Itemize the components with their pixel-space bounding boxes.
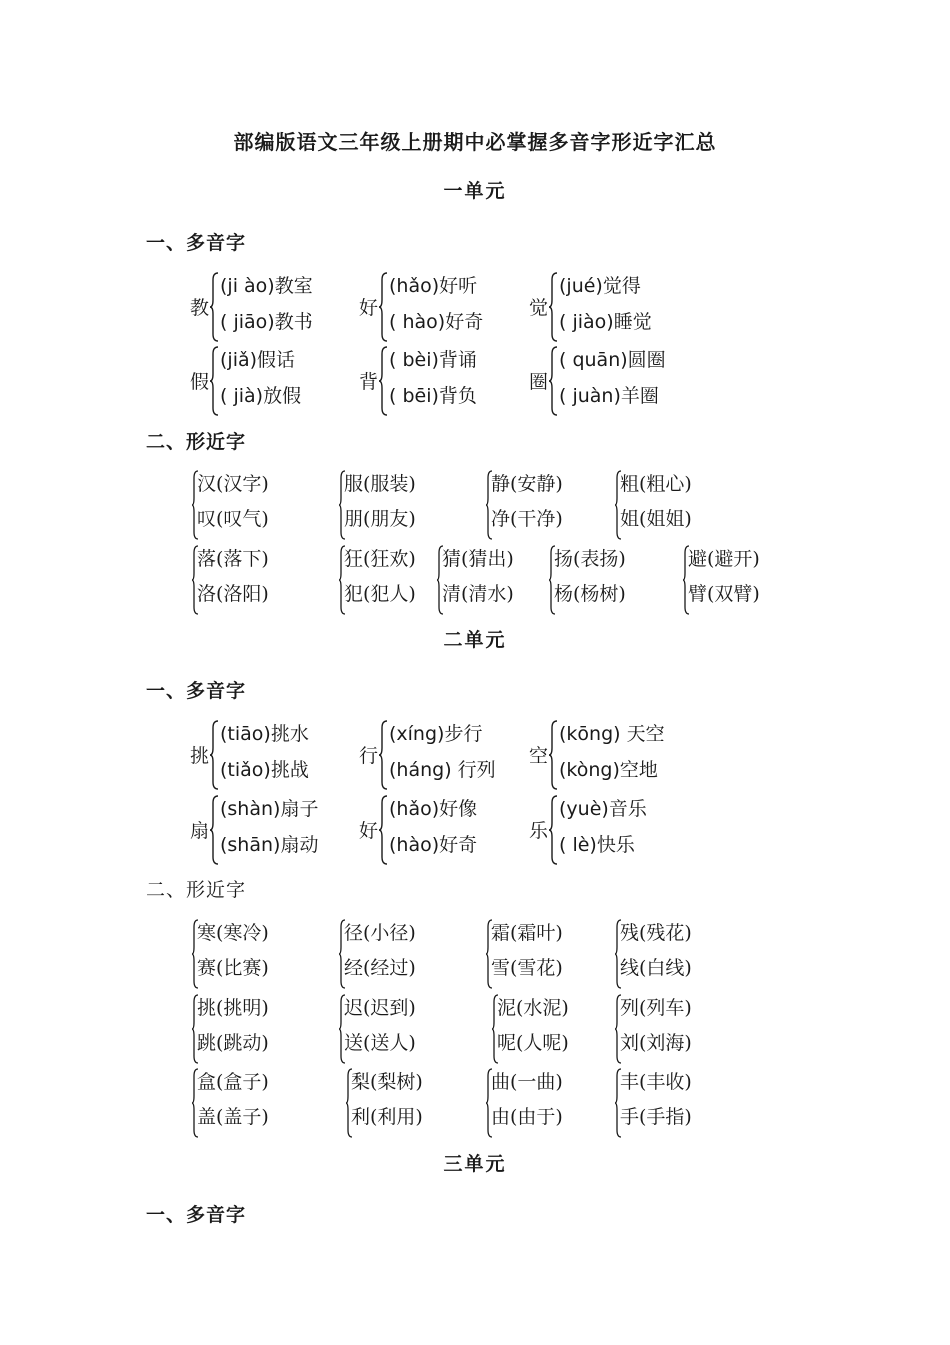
polyphone-group	[359, 795, 539, 867]
similar-char-pair	[192, 919, 332, 991]
similar-char-a: 避(避开)	[688, 548, 760, 570]
similar-char-a: 粗(粗心)	[620, 473, 692, 495]
polyphone-group	[190, 346, 370, 418]
pinyin: (hào)	[389, 834, 440, 856]
polyphone-group	[359, 272, 539, 344]
polyphone-char: 背	[359, 371, 379, 393]
similar-char-a: 径(小径)	[344, 922, 416, 944]
unit-2-similar-heading: 二、形近字	[146, 879, 247, 901]
polyphone-group	[529, 720, 709, 792]
pinyin: ( quān)	[559, 349, 628, 371]
pinyin: ( bēi)	[389, 385, 439, 407]
example-word: 假话	[257, 349, 296, 371]
similar-char-a: 盒(盒子)	[197, 1071, 269, 1093]
example-word: 睡觉	[613, 311, 652, 333]
similar-char-a: 迟(迟到)	[344, 997, 416, 1019]
example-word: 圆圈	[627, 349, 666, 371]
polyphone-group	[359, 346, 539, 418]
similar-char-b: 净(干净)	[491, 508, 563, 530]
similar-char-b: 刘(刘海)	[620, 1032, 692, 1054]
example-word: 快乐	[596, 834, 635, 856]
similar-char-a: 猜(猜出)	[442, 548, 514, 570]
similar-char-b: 赛(比赛)	[197, 957, 269, 979]
similar-char-a: 梨(梨树)	[351, 1071, 423, 1093]
similar-char-pair	[339, 919, 479, 991]
example-word: 羊圈	[620, 385, 659, 407]
pinyin: ( jiāo)	[220, 311, 275, 333]
polyphone-group	[190, 795, 370, 867]
pinyin: (hǎo)	[389, 798, 440, 820]
brace-icon	[210, 720, 219, 790]
similar-char-b: 犯(犯人)	[344, 583, 416, 605]
similar-char-a: 霜(霜叶)	[491, 922, 563, 944]
pinyin: ( jiào)	[559, 311, 614, 333]
similar-char-a: 泥(水泥)	[497, 997, 569, 1019]
similar-char-pair	[192, 470, 332, 542]
similar-char-b: 姐(姐姐)	[620, 508, 692, 530]
brace-icon	[549, 346, 558, 416]
similar-char-a: 丰(丰收)	[620, 1071, 692, 1093]
similar-char-pair	[486, 919, 626, 991]
brace-icon	[210, 346, 219, 416]
pinyin: (xíng)	[389, 723, 445, 745]
pinyin: (jiǎ)	[220, 349, 258, 371]
polyphone-char: 教	[190, 297, 210, 319]
example-word: 行列	[451, 759, 496, 781]
polyphone-char: 乐	[529, 820, 549, 842]
example-word: 扇动	[280, 834, 319, 856]
unit-3-title: 三单元	[443, 1153, 507, 1175]
similar-char-a: 曲(一曲)	[491, 1071, 563, 1093]
polyphone-group	[359, 720, 539, 792]
unit-1-title: 一单元	[443, 180, 507, 202]
pinyin: (tiāo)	[220, 723, 271, 745]
pinyin: ( juàn)	[559, 385, 621, 407]
example-word: 好听	[439, 275, 478, 297]
similar-char-pair	[192, 545, 332, 617]
example-word: 教室	[274, 275, 313, 297]
similar-char-pair	[192, 1068, 332, 1140]
unit-1-similar-heading: 二、形近字	[146, 431, 247, 453]
similar-char-pair	[615, 994, 755, 1066]
similar-char-b: 杨(杨树)	[554, 583, 626, 605]
example-word: 觉得	[602, 275, 641, 297]
pinyin: (shàn)	[220, 798, 281, 820]
brace-icon	[379, 272, 388, 342]
polyphone-char: 空	[529, 745, 549, 767]
example-word: 放假	[263, 385, 302, 407]
similar-char-a: 列(列车)	[620, 997, 692, 1019]
unit-2-title: 二单元	[443, 629, 507, 651]
similar-char-b: 线(白线)	[620, 957, 692, 979]
similar-char-pair	[339, 470, 479, 542]
polyphone-group	[190, 272, 370, 344]
similar-char-b: 呢(人呢)	[497, 1032, 569, 1054]
similar-char-a: 服(服装)	[344, 473, 416, 495]
example-word: 好像	[439, 798, 478, 820]
pinyin: ( jià)	[220, 385, 264, 407]
unit-3-polyphone-heading: 一、多音字	[146, 1204, 247, 1226]
similar-char-b: 洛(洛阳)	[197, 583, 269, 605]
similar-char-b: 臂(双臂)	[688, 583, 760, 605]
example-word: 音乐	[608, 798, 647, 820]
pinyin: ( lè)	[559, 834, 597, 856]
similar-char-pair	[486, 470, 626, 542]
similar-char-a: 扬(表扬)	[554, 548, 626, 570]
brace-icon	[379, 720, 388, 790]
pinyin: (ji ào)	[220, 275, 275, 297]
example-word: 空地	[619, 759, 658, 781]
similar-char-b: 经(经过)	[344, 957, 416, 979]
polyphone-char: 圈	[529, 371, 549, 393]
similar-char-pair	[615, 1068, 755, 1140]
brace-icon	[549, 272, 558, 342]
brace-icon	[210, 795, 219, 865]
example-word: 好奇	[445, 311, 484, 333]
similar-char-a: 挑(挑明)	[197, 997, 269, 1019]
similar-char-b: 清(清水)	[442, 583, 514, 605]
pinyin: (kōng)	[559, 723, 621, 745]
polyphone-char: 假	[190, 371, 210, 393]
similar-char-b: 叹(叹气)	[197, 508, 269, 530]
pinyin: ( bèi)	[389, 349, 439, 371]
brace-icon	[379, 346, 388, 416]
example-word: 教书	[274, 311, 313, 333]
polyphone-char: 行	[359, 745, 379, 767]
similar-char-pair	[486, 1068, 626, 1140]
example-word: 步行	[444, 723, 483, 745]
unit-2-polyphone-heading: 一、多音字	[146, 680, 247, 702]
example-word: 背负	[438, 385, 477, 407]
polyphone-char: 挑	[190, 745, 210, 767]
brace-icon	[549, 795, 558, 865]
brace-icon	[210, 272, 219, 342]
similar-char-b: 朋(朋友)	[344, 508, 416, 530]
pinyin: (háng)	[389, 759, 452, 781]
similar-char-b: 手(手指)	[620, 1106, 692, 1128]
example-word: 扇子	[280, 798, 319, 820]
polyphone-group	[529, 795, 709, 867]
polyphone-char: 好	[359, 297, 379, 319]
similar-char-b: 送(送人)	[344, 1032, 416, 1054]
polyphone-group	[529, 272, 709, 344]
similar-char-a: 静(安静)	[491, 473, 563, 495]
pinyin: (jué)	[559, 275, 603, 297]
example-word: 挑水	[270, 723, 309, 745]
similar-char-pair	[683, 545, 823, 617]
similar-char-pair	[492, 994, 632, 1066]
similar-char-b: 利(利用)	[351, 1106, 423, 1128]
pinyin: ( hào)	[389, 311, 446, 333]
similar-char-b: 盖(盖子)	[197, 1106, 269, 1128]
polyphone-char: 扇	[190, 820, 210, 842]
similar-char-a: 残(残花)	[620, 922, 692, 944]
similar-char-a: 落(落下)	[197, 548, 269, 570]
brace-icon	[549, 720, 558, 790]
unit-1-polyphone-heading: 一、多音字	[146, 232, 247, 254]
example-word: 天空	[620, 723, 665, 745]
similar-char-pair	[549, 545, 689, 617]
pinyin: (kòng)	[559, 759, 620, 781]
pinyin: (shān)	[220, 834, 281, 856]
similar-char-a: 狂(狂欢)	[344, 548, 416, 570]
polyphone-char: 好	[359, 820, 379, 842]
polyphone-group	[190, 720, 370, 792]
similar-char-pair	[192, 994, 332, 1066]
brace-icon	[379, 795, 388, 865]
similar-char-pair	[346, 1068, 486, 1140]
example-word: 好奇	[439, 834, 478, 856]
similar-char-a: 汉(汉字)	[197, 473, 269, 495]
pinyin: (hǎo)	[389, 275, 440, 297]
example-word: 挑战	[270, 759, 309, 781]
similar-char-b: 雪(雪花)	[491, 957, 563, 979]
similar-char-a: 寒(寒冷)	[197, 922, 269, 944]
similar-char-b: 跳(跳动)	[197, 1032, 269, 1054]
similar-char-b: 由(由于)	[491, 1106, 563, 1128]
example-word: 背诵	[438, 349, 477, 371]
polyphone-char: 觉	[529, 297, 549, 319]
similar-char-pair	[615, 919, 755, 991]
similar-char-pair	[615, 470, 755, 542]
page-title: 部编版语文三年级上册期中必掌握多音字形近字汇总	[233, 130, 717, 154]
similar-char-pair	[339, 994, 479, 1066]
pinyin: (tiǎo)	[220, 759, 271, 781]
polyphone-group	[529, 346, 709, 418]
pinyin: (yuè)	[559, 798, 609, 820]
